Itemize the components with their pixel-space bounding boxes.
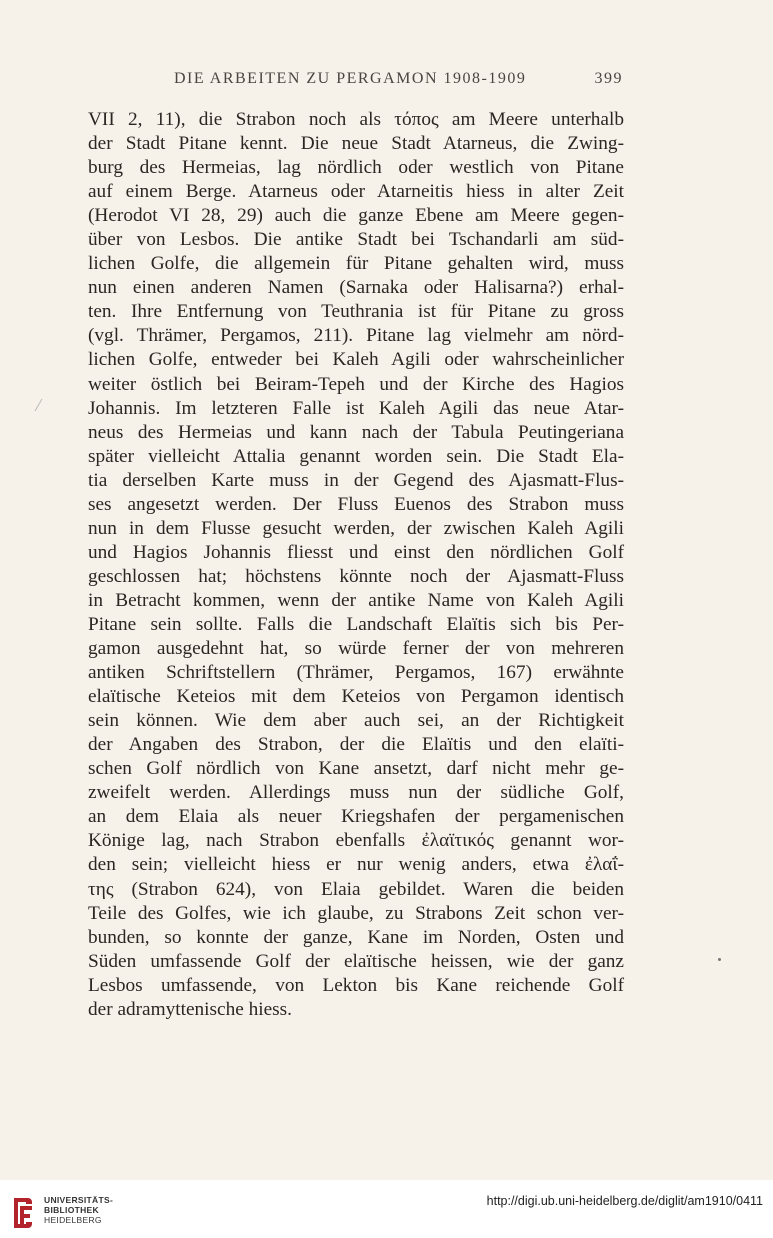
text-line: ten. Ihre Entfernung von Teuthrania ist für Pitane zu gross [88, 301, 624, 323]
text-line: tia derselben Karte muss in der Gegend des Ajasmatt-Flus- [88, 469, 624, 491]
text-line: nun in dem Flusse gesucht werden, der zwischen Kaleh Agili [88, 517, 624, 539]
library-name-line2: BIBLIOTHEK [44, 1205, 99, 1215]
library-logo-icon [8, 1192, 38, 1232]
text-line: der Angaben des Strabon, der die Elaïtis und den elaïti- [88, 734, 624, 756]
footer-bar [0, 1180, 773, 1238]
text-line: sein können. Wie dem aber auch sei, an der Richtigkeit [88, 710, 624, 732]
text-line: schen Golf nördlich von Kane ansetzt, darf nicht mehr ge- [88, 758, 624, 780]
text-line: της (Strabon 624), von Elaia gebildet. Waren die beiden [88, 878, 624, 900]
text-line: und Hagios Johannis fliesst und einst den nördlichen Golf [88, 541, 624, 563]
text-line: der adramyttenische hiess. [88, 998, 292, 1020]
text-line: lichen Golfe, die allgemein für Pitane gehalten wird, muss [88, 253, 624, 275]
source-url-link[interactable]: http://digi.ub.uni-heidelberg.de/diglit/am1910/0411 [486, 1194, 763, 1208]
text-line: bunden, so konnte der ganze, Kane im Norden, Osten und [88, 926, 624, 948]
text-line: später vielleicht Attalia genannt worden sein. Die Stadt Ela- [88, 445, 624, 467]
text-line: (vgl. Thrämer, Pergamos, 211). Pitane lag vielmehr am nörd- [88, 325, 624, 347]
text-line: Pitane sein sollte. Falls die Landschaft Elaïtis sich bis Per- [88, 613, 624, 635]
text-line: (Herodot VI 28, 29) auch die ganze Ebene am Meere gegen- [88, 205, 624, 227]
library-name [44, 1195, 113, 1225]
text-line: elaïtische Keteios mit dem Keteios von Pergamon identisch [88, 686, 624, 708]
text-line: gamon ausgedehnt hat, so würde ferner der von mehreren [88, 638, 624, 660]
text-line: VII 2, 11), die Strabon noch als τόπος am Meere unterhalb [88, 109, 624, 130]
running-title: DIE ARBEITEN ZU PERGAMON 1908-1909 [174, 70, 527, 87]
text-line: ses angesetzt werden. Der Fluss Euenos des Strabon muss [88, 493, 624, 515]
text-line: neus des Hermeias und kann nach der Tabula Peutingeriana [88, 421, 624, 443]
text-line: an dem Elaia als neuer Kriegshafen der pergamenischen [88, 806, 624, 828]
text-line: der Stadt Pitane kennt. Die neue Stadt Atarneus, die Zwing- [88, 133, 624, 155]
text-line: antiken Schriftstellern (Thrämer, Pergamos, 167) erwähnte [88, 662, 624, 684]
library-name-line3: HEIDELBERG [44, 1215, 102, 1225]
text-line: Lesbos umfassende, von Lekton bis Kane reichende Golf [88, 974, 624, 996]
text-line: Süden umfassende Golf der elaïtische heissen, wie der ganz [88, 950, 624, 972]
text-line: lichen Golfe, entweder bei Kaleh Agili oder wahrscheinlicher [88, 349, 624, 371]
page-number: 399 [594, 70, 623, 87]
text-line: über von Lesbos. Die antike Stadt bei Tschandarli am süd- [88, 229, 624, 251]
margin-dot [718, 958, 721, 961]
library-name-line1: UNIVERSITÄTS- [44, 1195, 114, 1205]
text-line: auf einem Berge. Atarneus oder Atarneitis hiess in alter Zeit [88, 181, 624, 203]
text-line: burg des Hermeias, lag nördlich oder westlich von Pitane [88, 157, 624, 179]
text-line: nun einen anderen Namen (Sarnaka oder Halisarna?) erhal- [88, 277, 624, 299]
text-line: geschlossen hat; höchstens könnte noch der Ajasmatt-Fluss [88, 565, 624, 587]
margin-mark [35, 399, 43, 412]
text-line: Könige lag, nach Strabon ebenfalls ἐλαϊτικός genannt wor- [88, 830, 624, 852]
text-line: Johannis. Im letzteren Falle ist Kaleh Agili das neue Atar- [88, 397, 624, 419]
text-line: Teile des Golfes, wie ich glaube, zu Strabons Zeit schon ver- [88, 902, 624, 924]
body-text [88, 108, 624, 1022]
text-line: weiter östlich bei Beiram-Tepeh und der Kirche des Hagios [88, 373, 624, 395]
text-line: den sein; vielleicht hiess er nur wenig anders, etwa ἐλαΐ- [88, 854, 624, 876]
text-line: zweifelt werden. Allerdings muss nun der südliche Golf, [88, 782, 624, 804]
text-line: in Betracht kommen, wenn der antike Name von Kaleh Agili [88, 589, 624, 611]
